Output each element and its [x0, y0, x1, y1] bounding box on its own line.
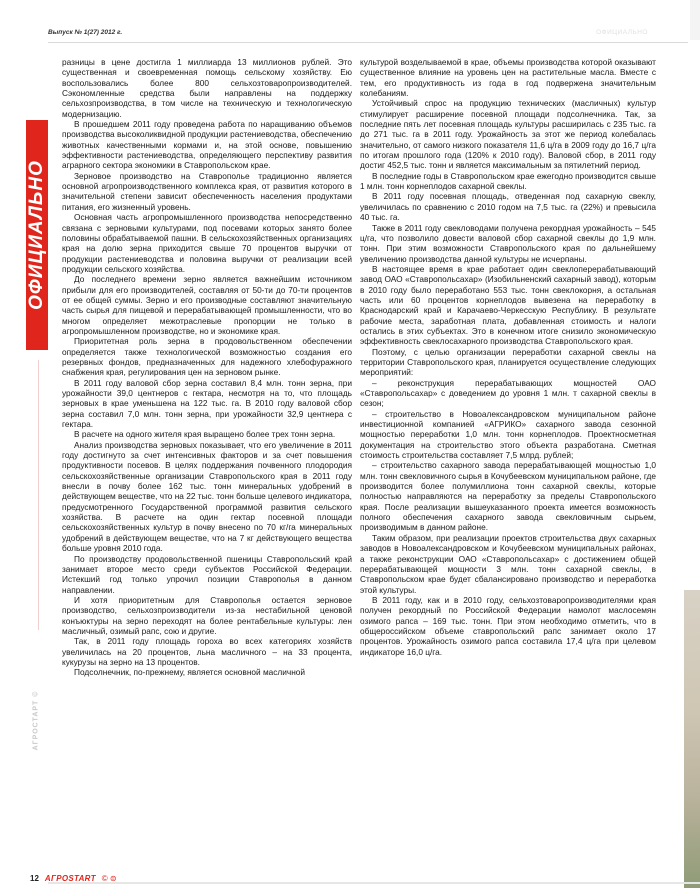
paragraph: – реконструкция перерабатывающих мощностей ОАО «Ставропольсахар» с доведением до уровня 1 млн. т сахарной свеклы в сезон;: [360, 377, 656, 409]
photo-edge-strip: [684, 590, 700, 888]
brand-logo: АГРОSTART: [44, 873, 96, 883]
paragraph: В прошедшем 2011 году проведена работа по наращиванию объемов производства высоколиквидной продукции растениеводства, обеспечению животных качественными кормами и, на этой основе, повышению эффективности растениеводства, определяющего перспективу развития аграрного сектора экономики в Ставропольском крае.: [62, 119, 352, 171]
sidebar: [0, 0, 48, 888]
footer-rule: [48, 882, 700, 884]
paragraph: – строительство в Новоалександровском муниципальном районе инвестиционной компанией «АГРИКО» сахарного завода сезонной мощностью переработки 1,0 млн. тонн корнеплодов. Проектносметная документация на строительство этого объекта разработана. Сметная стоимость строительства составляет 7,5 млрд. рублей;: [360, 408, 656, 461]
paragraph: культурой возделываемой в крае, объемы производства которой оказывают существенное влияние на уровень цен на растительные масла. Вместе с тем, его продуктивность из года в год подвержена значительным колебаниям.: [360, 57, 656, 99]
brand-mark-icon: © ⊜: [101, 873, 117, 883]
paragraph: Также в 2011 году свекловодами получена рекордная урожайность – 545 ц/га, что позволило довести валовой сбор сахарной свеклы до 1,9 млн. тонн. При этим возможности Ставропольского края по дальнейшему увеличению производства данной культуры не исчерпаны.: [360, 222, 656, 264]
page-header: [48, 29, 648, 41]
paragraph: Приоритетная роль зерна в продовольственном обеспечении определяется также технологической возможностью создания его резервных фондов, предназначенных для надежного хлебофуражного снабжения края, регулирования цен на зерновом рынке.: [62, 336, 352, 378]
paragraph: До последнего времени зерно является важнейшим источником прибыли для его производителей, составляя от 50-ти до 70-ти процентов от ее общей суммы. Зерно и его производные составляют значительную часть сырья для пищевой и перерабатывающей промышленности, что во многом определяет межотраслевые пропорции не только в агропромышленном производстве, но и экономике края.: [62, 274, 352, 336]
paragraph: В последние годы в Ставропольском крае ежегодно производится свыше 1 млн. тонн корнеплодов сахарной свеклы.: [360, 170, 656, 192]
paragraph: Поэтому, с целью организации переработки сахарной свеклы на территории Ставропольского края, планируется осуществление следующих мероприятий:: [360, 346, 656, 378]
sidebar-brand-text: АГРОСТАРТ ©: [32, 690, 40, 750]
issue-label: Выпуск № 1(27) 2012 г.: [48, 29, 123, 36]
section-title-text: ОФИЦИАЛЬНО: [26, 160, 48, 310]
paragraph: По производству продовольственной пшеницы Ставропольский край занимает второе место среди субъектов Российской Федерации. Истекший год только упрочил позиции Ставрополья в данном направлении.: [62, 553, 352, 595]
page-number: 12: [30, 873, 39, 883]
paragraph: Так, в 2011 году площадь гороха во всех категориях хозяйств увеличилась на 20 процентов, льна масличного – на 33 процента, кукурузы на зерно на 13 процентов.: [62, 636, 352, 667]
header-divider: [48, 42, 688, 43]
paragraph: Подсолнечник, по-прежнему, является основной масличной: [74, 667, 306, 678]
paragraph: В расчете на одного жителя края выращено более трех тонн зерна.: [74, 429, 336, 440]
sidebar-brand: [28, 640, 44, 800]
header-section-label: ОФИЦИАЛЬНО: [596, 29, 648, 36]
page-edge-shadow: [690, 0, 700, 40]
right-text-column: [360, 57, 656, 657]
paragraph: Основная часть агропромышленного производства непосредственно связана с зерновыми культурами, под посевами которых занято более половины обрабатываемой пашни. В сельскохозяйственных организациях края на долю зерна приходится свыше 70 процентов выручки от продукции растениеводства и половина выручки от реализации всей продукции сельского хозяйства.: [62, 212, 352, 274]
paragraph: В 2011 году посевная площадь, отведенная под сахарную свеклу, увеличилась по сравнению с 2010 годом на 7,5 тыс. га (22%) и превысила 40 тыс. га.: [360, 191, 656, 223]
paragraph: Таким образом, при реализации проектов строительства двух сахарных заводов в Новоалександровском и Кочубеевском муниципальных районах, а также реконструкции ОАО «Ставропольсахар» с достижением общей перерабатывающей мощности 3 млн. тонн сахарной свеклы, в Ставропольском крае будет сбалансировано производство и переработка этой культуры.: [360, 532, 656, 595]
sidebar-divider: [38, 360, 39, 630]
section-title: [26, 120, 48, 350]
paragraph: В 2011 году, как и в 2010 году, сельхозтоваропроизводителями края получен рекордный по Российской Федерации намолот маслосемян озимого рапса – 169 тыс. тонн. При этом необходимо отметить, что в общероссийском объеме ставропольский рапс занимает около 17 процентов. Урожайность озимого рапса составила 17,4 ц/га при целевом индикаторе 16,0 ц/га.: [360, 594, 656, 657]
left-text-column: [62, 57, 352, 678]
paragraph: И хотя приоритетным для Ставрополья остается зерновое производство, сельхозпроизводители из-за нестабильной ценовой конъюктуры на зерно переходят на более рентабельные культуры: лен масличный, озимый рапс, сою и другие.: [62, 594, 352, 636]
paragraph: В 2011 году валовой сбор зерна составил 8,4 млн. тонн зерна, при урожайности 39,0 центнеров с гектара, несмотря на то, что площадь зерновых в крае уменьшена на 122 тыс. га. В 2010 году валовой сбор зерна составил 7,0 млн. тонн зерна, при урожайности 32,9 центнера с гектара.: [62, 377, 352, 430]
paragraph: Анализ производства зерновых показывает, что его увеличение в 2011 году достигнуто за счет интенсивных факторов и за счет повышения продуктивности посевов. В целях поддержания почвенного плодородия сельскохозяйственные организации Ставропольского края в 2011 году внесли в почву более 162 тыс. тонн минеральных удобрений в действующем веществе, что на 22 тыс. тонн больше целевого индикатора, предусмотренного Государственной программой развития сельского хозяйства. В расчете на один гектар посевной площади сельскохозяйственных культур в почву внесено по 70 кг/га минеральных удобрений в действующем веществе, что на 7 кг действующего вещества больше уровня 2010 года.: [62, 439, 352, 554]
paragraph: Зерновое производство на Ставрополье традиционно является основной агропроизводственного комплекса края, от развития которого в значительной степени зависит обеспеченность населения продуктами питания, его жизненный уровень.: [62, 170, 352, 212]
paragraph: разницы в цене достигла 1 миллиарда 13 миллионов рублей. Это существенная и своевременная помощь сельскому хозяйству. Ею воспользовались более 800 сельхозтоваропроизводителей. Сэкономленные средства были направлены на поддержку сельхозпроизводства, в том числе на техническую и технологическую модернизацию.: [62, 57, 352, 119]
paragraph: Устойчивый спрос на продукцию технических (масличных) культур стимулирует расширение посевной площади подсолнечника. Так, за последние пять лет посевная площадь культуры расширилась с 235 тыс. га до 271 тыс. га в 2011 году. Урожайность за этот же период колебалась значительно, от самого низкого показателя 11,6 ц/га в 2009 году до 16,7 ц/га по итогам прошлого года (120% к 2010 году). Валовой сбор, в 2011 году достиг 452,5 тыс. тонн и является максимальным за пятилетний период.: [360, 98, 656, 171]
paragraph: В настоящее время в крае работает один свеклоперерабатывающий завод ОАО «Ставропольсахар» (Изобильненский сахарный завод), которым в 2010 году было переработано 553 тыс. тонн свеклокорня, а остальная часть или 60 процентов корнеплодов вывезена на переработку в Краснодарский край и Карачаево-Черкесскую Республику. В результате рабочие места, заработная плата, добавленная стоимость и налоги остались в этих субъектах. Это в конечном итоге снизило экономическую эффективность свеклосахарного производства Ставропольского края.: [360, 263, 656, 347]
paragraph: – строительство сахарного завода перерабатывающей мощностью 1,0 млн. тонн свекловичного сырья в Кочубеевском муниципальном районе, где производится более полумиллиона тонн сахарной свеклы, которые полностью направляются на переработку за пределы Ставропольского края. После реализации вышеуказанного проекта имеется возможность полного обеспечения сахарного завода свекловичным сырьем, производимым в данном районе.: [360, 460, 656, 533]
